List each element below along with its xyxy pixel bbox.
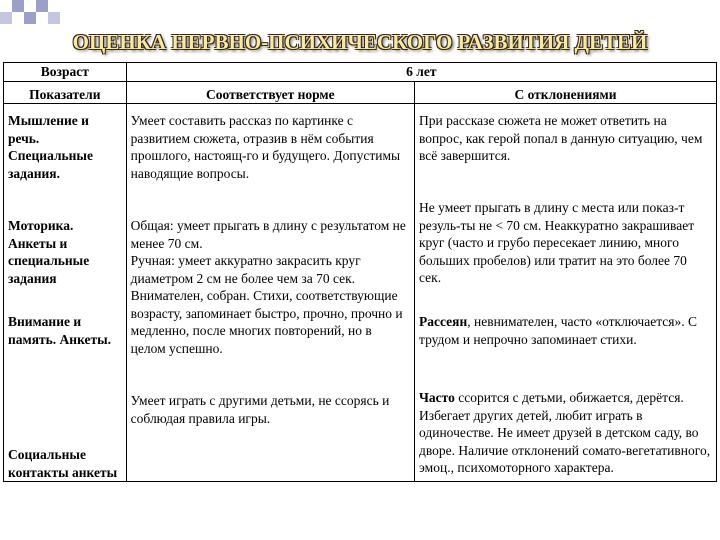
deviation-attention xyxy=(419,313,712,389)
deviation-thinking: При рассказе сюжета не может ответить на вопрос, как герой попал в данную ситуацию, чем всё завершится. xyxy=(419,113,703,163)
deviation-motor: Не умеет прыгать в длину с места или показ-т резуль-ты не < 70 см. Неаккуратно закрашивает круг (часто и грубо пересекает линию, много больших пробелов) или тратит на это более 70 сек. xyxy=(419,200,695,285)
deviation-social-bold: Часто xyxy=(419,390,455,405)
age-row xyxy=(4,63,717,82)
page-title: ОЦЕНКА НЕРВНО-ПСИХИЧЕСКОГО РАЗВИТИЯ ДЕТЕЙ xyxy=(72,30,648,54)
deviation-attention-text: , невнимателен, часто «отключается». С трудом и непрочно запоминает стихи. xyxy=(419,314,697,347)
norm-motor-general: умеет прыгать в длину с результатом не менее 70 см. xyxy=(130,218,406,251)
deviation-cell xyxy=(415,104,717,482)
norm-motor-general-label: Общая: xyxy=(130,218,174,233)
norm-social: Умеет играть с другими детьми, не ссорясь и соблюдая правила игры. xyxy=(130,393,390,426)
deviation-social xyxy=(419,389,712,477)
indicators-cell xyxy=(4,104,127,482)
indicator-attention: Внимание и память. Анкеты. xyxy=(8,314,112,347)
norm-cell xyxy=(126,104,414,482)
norm-thinking: Умеет составить рассказ по картинке с развитием сюжета, отразив в нём события прошлого, настоящ-го и будущего. Допустимы наводящие вопросы. xyxy=(130,113,401,181)
indicators-header: Показатели xyxy=(4,81,127,104)
indicator-thinking: Мышление и речь. Специальные задания. xyxy=(8,113,93,181)
assessment-table xyxy=(3,62,717,482)
indicator-motor: Моторика. Анкеты и специальные задания xyxy=(8,218,90,286)
deviation-attention-bold: Рассеян xyxy=(419,314,468,329)
age-value: 6 лет xyxy=(126,63,716,82)
norm-attention: Внимателен, собран. Стихи, соответствующие возрасту, запоминает быстро, прочно, прочно и медленно, после многих повторений, но в целом успешно. xyxy=(130,288,403,356)
corner-decoration xyxy=(0,0,60,30)
norm-motor xyxy=(131,217,410,252)
indicator-social: Социальные контакты анкеты xyxy=(8,447,118,480)
deviation-social-text: ссорится с детьми, обижается, дерётся. Избегает других детей, любит играть в одиночестве. Не имеет друзей в детском саду, во дворе. Наличие отклонений сомато-вегетативного, эмоц., психомоторного характера. xyxy=(419,390,711,475)
norm-motor-manual: Ручная: умеет аккуратно закрасить круг диаметром 2 см не более чем за 70 сек. xyxy=(130,253,361,286)
content-row xyxy=(4,104,717,482)
deviation-header: С отклонениями xyxy=(415,81,717,104)
column-header-row xyxy=(4,81,717,104)
norm-header: Соответствует норме xyxy=(126,81,414,104)
age-label: Возраст xyxy=(4,63,127,82)
